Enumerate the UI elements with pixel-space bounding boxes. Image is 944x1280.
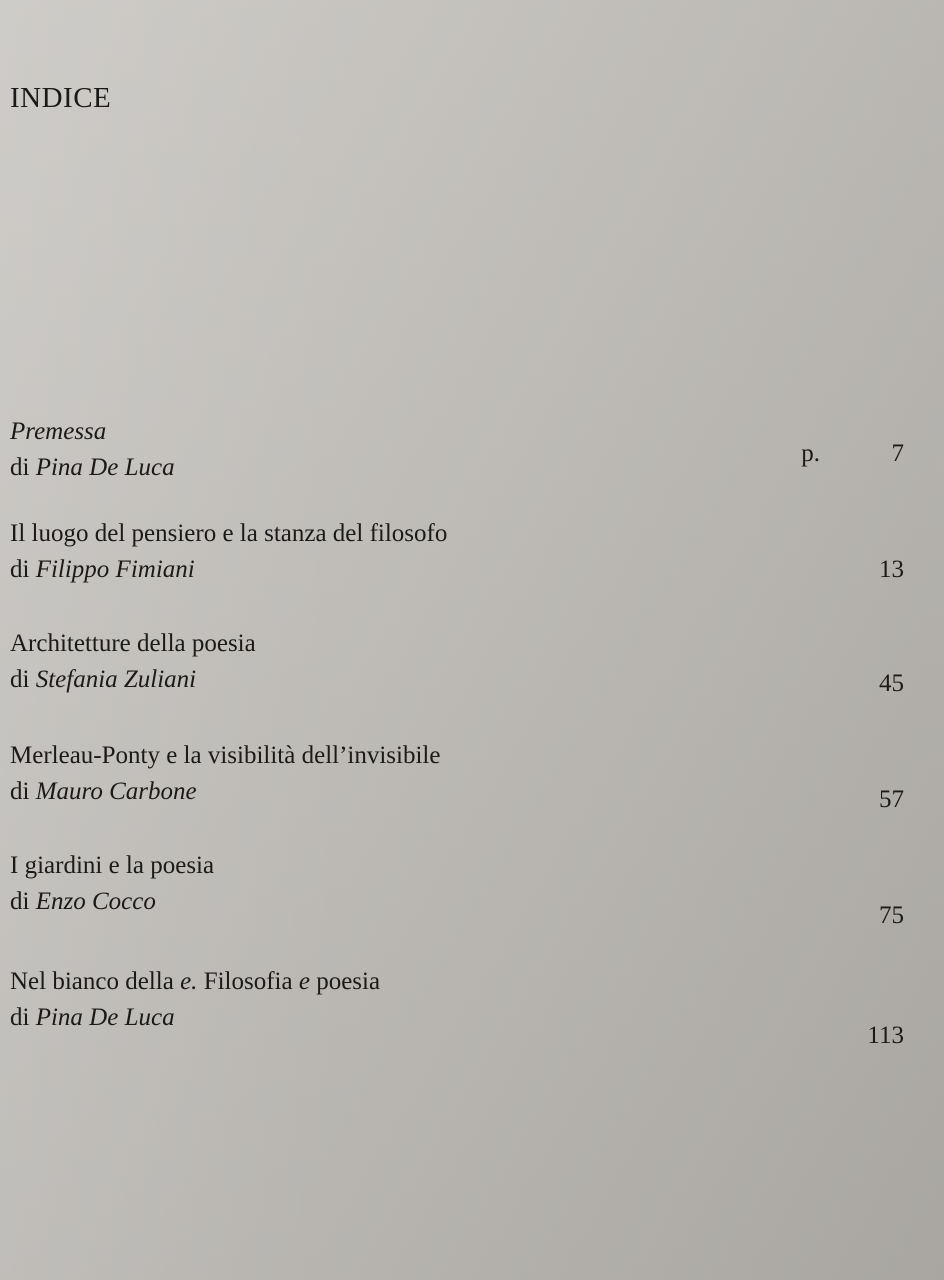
entry-title: I giardini e la poesia <box>10 852 215 879</box>
toc-entry-architetture <box>10 626 904 698</box>
entry-author-line <box>10 774 904 810</box>
entry-author-line <box>10 552 904 588</box>
entry-author: Enzo Cocco <box>35 888 156 915</box>
entry-author: Stefania Zuliani <box>35 666 197 693</box>
entry-page-number: 13 <box>879 556 904 583</box>
toc-entry-nel-bianco <box>10 964 904 1049</box>
entry-author: Pina De Luca <box>35 1004 175 1031</box>
entry-by: di <box>10 1004 30 1031</box>
entry-by: di <box>10 556 30 583</box>
entry-page-number: 57 <box>879 786 904 813</box>
entry-author: Filippo Fimiani <box>35 556 195 583</box>
entry-page-number: 7 <box>891 440 904 467</box>
entry-author-line <box>10 884 904 920</box>
toc-entry-giardini <box>10 848 904 929</box>
entry-title-part: poesia <box>309 968 381 995</box>
entry-by: di <box>10 454 30 481</box>
entry-author: Pina De Luca <box>35 454 175 481</box>
entry-title: Premessa <box>10 418 107 445</box>
entry-author: Mauro Carbone <box>35 778 197 805</box>
entry-by: di <box>10 888 30 915</box>
toc-entry-merleau-ponty <box>10 738 904 813</box>
entry-title: Merleau-Ponty e la visibilità dell’invisibile <box>10 742 441 769</box>
entry-title <box>10 964 904 1000</box>
entry-title-part: e. <box>180 968 198 995</box>
entry-page-number: 113 <box>867 1022 904 1049</box>
entry-page-number: 75 <box>879 902 904 929</box>
entry-title-part: Filosofia <box>197 968 299 995</box>
toc-entry-luogo-del-pensiero <box>10 516 904 588</box>
page-prefix: p. <box>801 440 820 467</box>
entry-by: di <box>10 778 30 805</box>
entry-by: di <box>10 666 30 693</box>
entry-title-part: Nel bianco della <box>10 968 181 995</box>
entry-title: Il luogo del pensiero e la stanza del filosofo <box>10 520 448 547</box>
entry-page-number: 45 <box>879 670 904 697</box>
toc-entry-premessa <box>10 414 904 486</box>
index-heading: INDICE <box>10 82 112 114</box>
entry-author-line <box>10 1000 904 1036</box>
entry-author-line <box>10 450 904 486</box>
entry-author-line <box>10 662 904 698</box>
entry-title-part: e <box>298 968 310 995</box>
entry-title: Architetture della poesia <box>10 630 256 657</box>
